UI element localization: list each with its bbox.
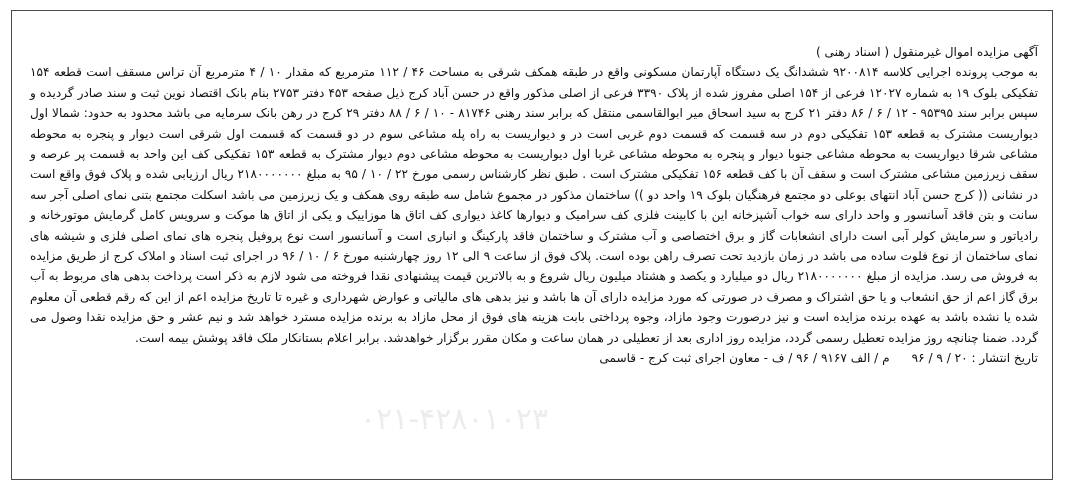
notice-footer [30,348,1038,368]
phone-watermark: ۰۲۱-۴۲۸۰۱۰۲۳ [360,402,549,437]
notice-reference: م / الف ۹۱۶۷ / ۹۶ / ف - معاون اجرای ثبت کرج - قاسمی [599,351,890,366]
notice-title: آگهی مزایده اموال غیرمنقول ( اسناد رهنی ) [816,45,1038,59]
notice-paragraph: به موجب پرونده اجرایی کلاسه ۹۲۰۰۸۱۴ ششدانگ یک دستگاه آپارتمان مسکونی واقع در طبقه همکف شرقی به مساحت ۴۶ / ۱۱۲ مترمربع که مقدار ۱۰ / ۴ مترمربع آن تراس مسقف است قطعه ۱۵۴ تفکیکی بلوک ۱۹ به شماره ۱۲۰۲۷ فرعی از ۱۵۴ اصلی مفروز شده از پلاک ۳۳۹۰ فرعی از اصلی مذکور واقع در حسن آباد کرج ذیل صفحه ۴۵۳ دفتر ۲۷۵۳ بنام بانک اقتصاد نوین ثبت و سند صادر گردیده و سپس برابر سند ۹۵۳۹۵ - ۱۲ / ۶ / ۸۶ دفتر ۲۱ کرج به سید اسحاق میر ابوالقاسمی منتقل که برابر سند رهنی ۸۱۷۴۶ - ۱۰ / ۶ / ۸۸ دفتر ۲۹ کرج در رهن بانک سرمایه می باشد محدود به حدود: شمالا اول دیواریست مشترک به قطعه ۱۵۳ تفکیکی دوم در سه قسمت که قسمت دوم غربی است در و دیواریست به راه پله مشاعی سوم در دو قسمت که قسمت اول شرقی است دیوار و پنجره به محوطه مشاعی شرقا دیواریست به محوطه مشاعی جنوبا دیوار و پنجره به محوطه مشاعی غربا اول دیواریست به محوطه مشاعی دوم دیوار مشترک به قطعه ۱۵۳ تفکیکی کف این واحد به قسمت پر عرصه و سقف زیرزمین مشاعی مشترک است و سقف آن با کف قطعه ۱۵۶ تفکیکی مشترک است . طبق نظر کارشناس رسمی مورخ ۲۲ / ۱۰ / ۹۵ به مبلغ ۲۱۸۰۰۰۰۰۰۰ ریال ارزیابی شده و پلاک فوق واقع است در نشانی (( کرج حسن آباد انتهای بوعلی دو مجتمع فرهنگیان بلوک ۱۹ واحد دو )) ساختمان مذکور در مجموع شامل سه طبقه روی همکف و یک زیرزمین می باشد اسکلت مجتمع بتنی نمای اصلی آجر سه سانت و بتن فاقد آسانسور و واحد دارای سه خواب آشپزخانه این با کابینت فلزی کف سرامیک و دیوارها کاغذ دیواری کف اتاق ها موزاییک و یکی از اتاق ها موکت و سرویس کامل گرمایش موتورخانه و رادیاتور و سرمایش کولر آبی است دارای انشعابات گاز و برق اختصاصی و آب مشترک و ساختمان فاقد پارکینگ و انباری است و آسانسور است نوع پروفیل پنجره های نمای اصلی فلزی و شیشه های نمای ساختمان از نوع فلوت ساده می باشد در زمان بازدید تحت تصرف راهن بوده است. پلاک فوق از ساعت ۹ الی ۱۲ روز چهارشنبه مورخ ۶ / ۱۰ / ۹۶ در اجرای ثبت اسناد و املاک کرج از طریق مزایده به فروش می رسد. مزایده از مبلغ ۲۱۸۰۰۰۰۰۰۰ ریال دو میلیارد و یکصد و هشتاد میلیون ریال شروع و به بالاترین قیمت پیشنهادی نقدا فروخته می شود لازم به ذکر است پرداخت بدهی های مربوط به آب برق گاز اعم از حق انشعاب و یا حق اشتراک و مصرف در صورتی که مورد مزایده دارای آن ها باشد و نیز بدهی های مالیاتی و عوارض شهرداری و غیره تا تاریخ مزایده اعم از این که رقم قطعی آن معلوم شده یا نشده باشد به عهده برنده مزایده است و نیز درصورت وجود مازاد، وجوه پرداختی بابت هزینه های فوق از محل مازاد به برنده مزایده مسترد خواهد شد و نیم عشر و حق مزایده نقدا وصول می گردد. ضمنا چنانچه روز مزایده تعطیل رسمی گردد، مزایده روز اداری بعد از تعطیلی در همان ساعت و مکان مقرر برگزار خواهدشد. برابر اعلام بستانکار ملک فاقد پوشش بیمه است. [30,65,1039,345]
publish-date: تاریخ انتشار : ۲۰ / ۹ / ۹۶ [911,351,1038,366]
notice-frame [11,10,1053,480]
notice-body [30,42,1038,369]
